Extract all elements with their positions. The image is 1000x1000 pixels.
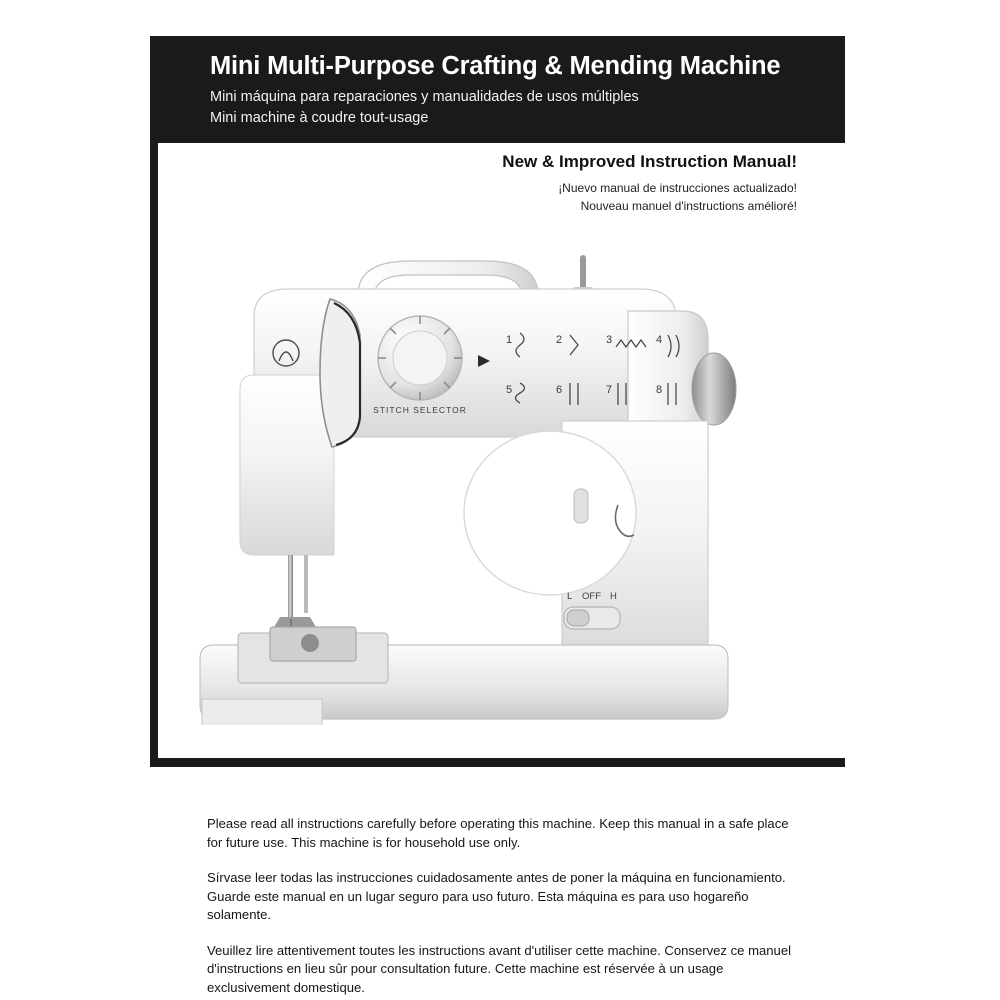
extension-table — [202, 699, 322, 725]
stitch-number-4: 4 — [656, 334, 663, 346]
throat-opening — [464, 431, 636, 595]
subheading-spanish: ¡Nuevo manual de instrucciones actualizado! — [558, 181, 797, 195]
footer-paragraph-spanish: Sírvase leer todas las instrucciones cuidadosamente antes de poner la máquina en funcionamiento. Guarde este manual en un lugar seguro para uso futuro. Esta máquina es para uso hogareño solamente. — [207, 870, 786, 923]
stitch-selector-label: STITCH SELECTOR — [373, 405, 467, 415]
speed-label-low: L — [567, 591, 573, 602]
footer-paragraph-english: Please read all instructions carefully before operating this machine. Keep this manual in a safe place for future use. This machine is for household use only. — [207, 816, 789, 850]
subheading-english: New & Improved Instruction Manual! — [502, 152, 797, 171]
sewing-machine-svg — [158, 225, 845, 725]
stitch-number-1: 1 — [506, 334, 513, 346]
left-spine-bar — [150, 36, 158, 766]
bottom-divider — [150, 758, 845, 767]
thread-cutter — [574, 489, 588, 523]
sewing-machine-illustration — [158, 225, 845, 725]
speed-switch-knob[interactable] — [567, 610, 589, 626]
stitch-number-5: 5 — [506, 384, 513, 396]
speed-label-off: OFF — [582, 591, 601, 602]
stitch-number-6: 6 — [556, 384, 563, 396]
stitch-number-7: 7 — [606, 384, 613, 396]
spool-pin — [580, 255, 586, 291]
feed-dog-opening — [301, 634, 319, 652]
title-band — [158, 36, 845, 143]
subheading-french: Nouveau manuel d'instructions amélioré! — [580, 199, 797, 213]
product-photo — [158, 225, 845, 725]
stitch-selector-dial-inner[interactable] — [393, 331, 447, 385]
needle-bar — [288, 555, 293, 619]
title-french: Mini machine à coudre tout-usage — [210, 110, 429, 127]
stitch-number-8: 8 — [656, 384, 663, 396]
speed-label-high: H — [610, 591, 617, 602]
needle-head — [240, 375, 334, 555]
title-spanish: Mini máquina para reparaciones y manualidades de usos múltiples — [210, 89, 639, 106]
title-english: Mini Multi-Purpose Crafting & Mending Machine — [210, 52, 781, 80]
footer-notices — [207, 815, 807, 998]
subheading-block — [158, 152, 845, 215]
presser-bar — [304, 555, 308, 613]
hand-wheel — [692, 353, 736, 425]
presser-foot — [274, 617, 316, 627]
footer-paragraph-french: Veuillez lire attentivement toutes les instructions avant d'utiliser cette machine. Conservez ce manuel d'instructions en lieu sûr pour consultation future. Cette machine est réservée à un usage exclusivement domestique. — [207, 942, 792, 996]
stitch-number-2: 2 — [556, 334, 563, 346]
stitch-number-3: 3 — [606, 334, 613, 346]
